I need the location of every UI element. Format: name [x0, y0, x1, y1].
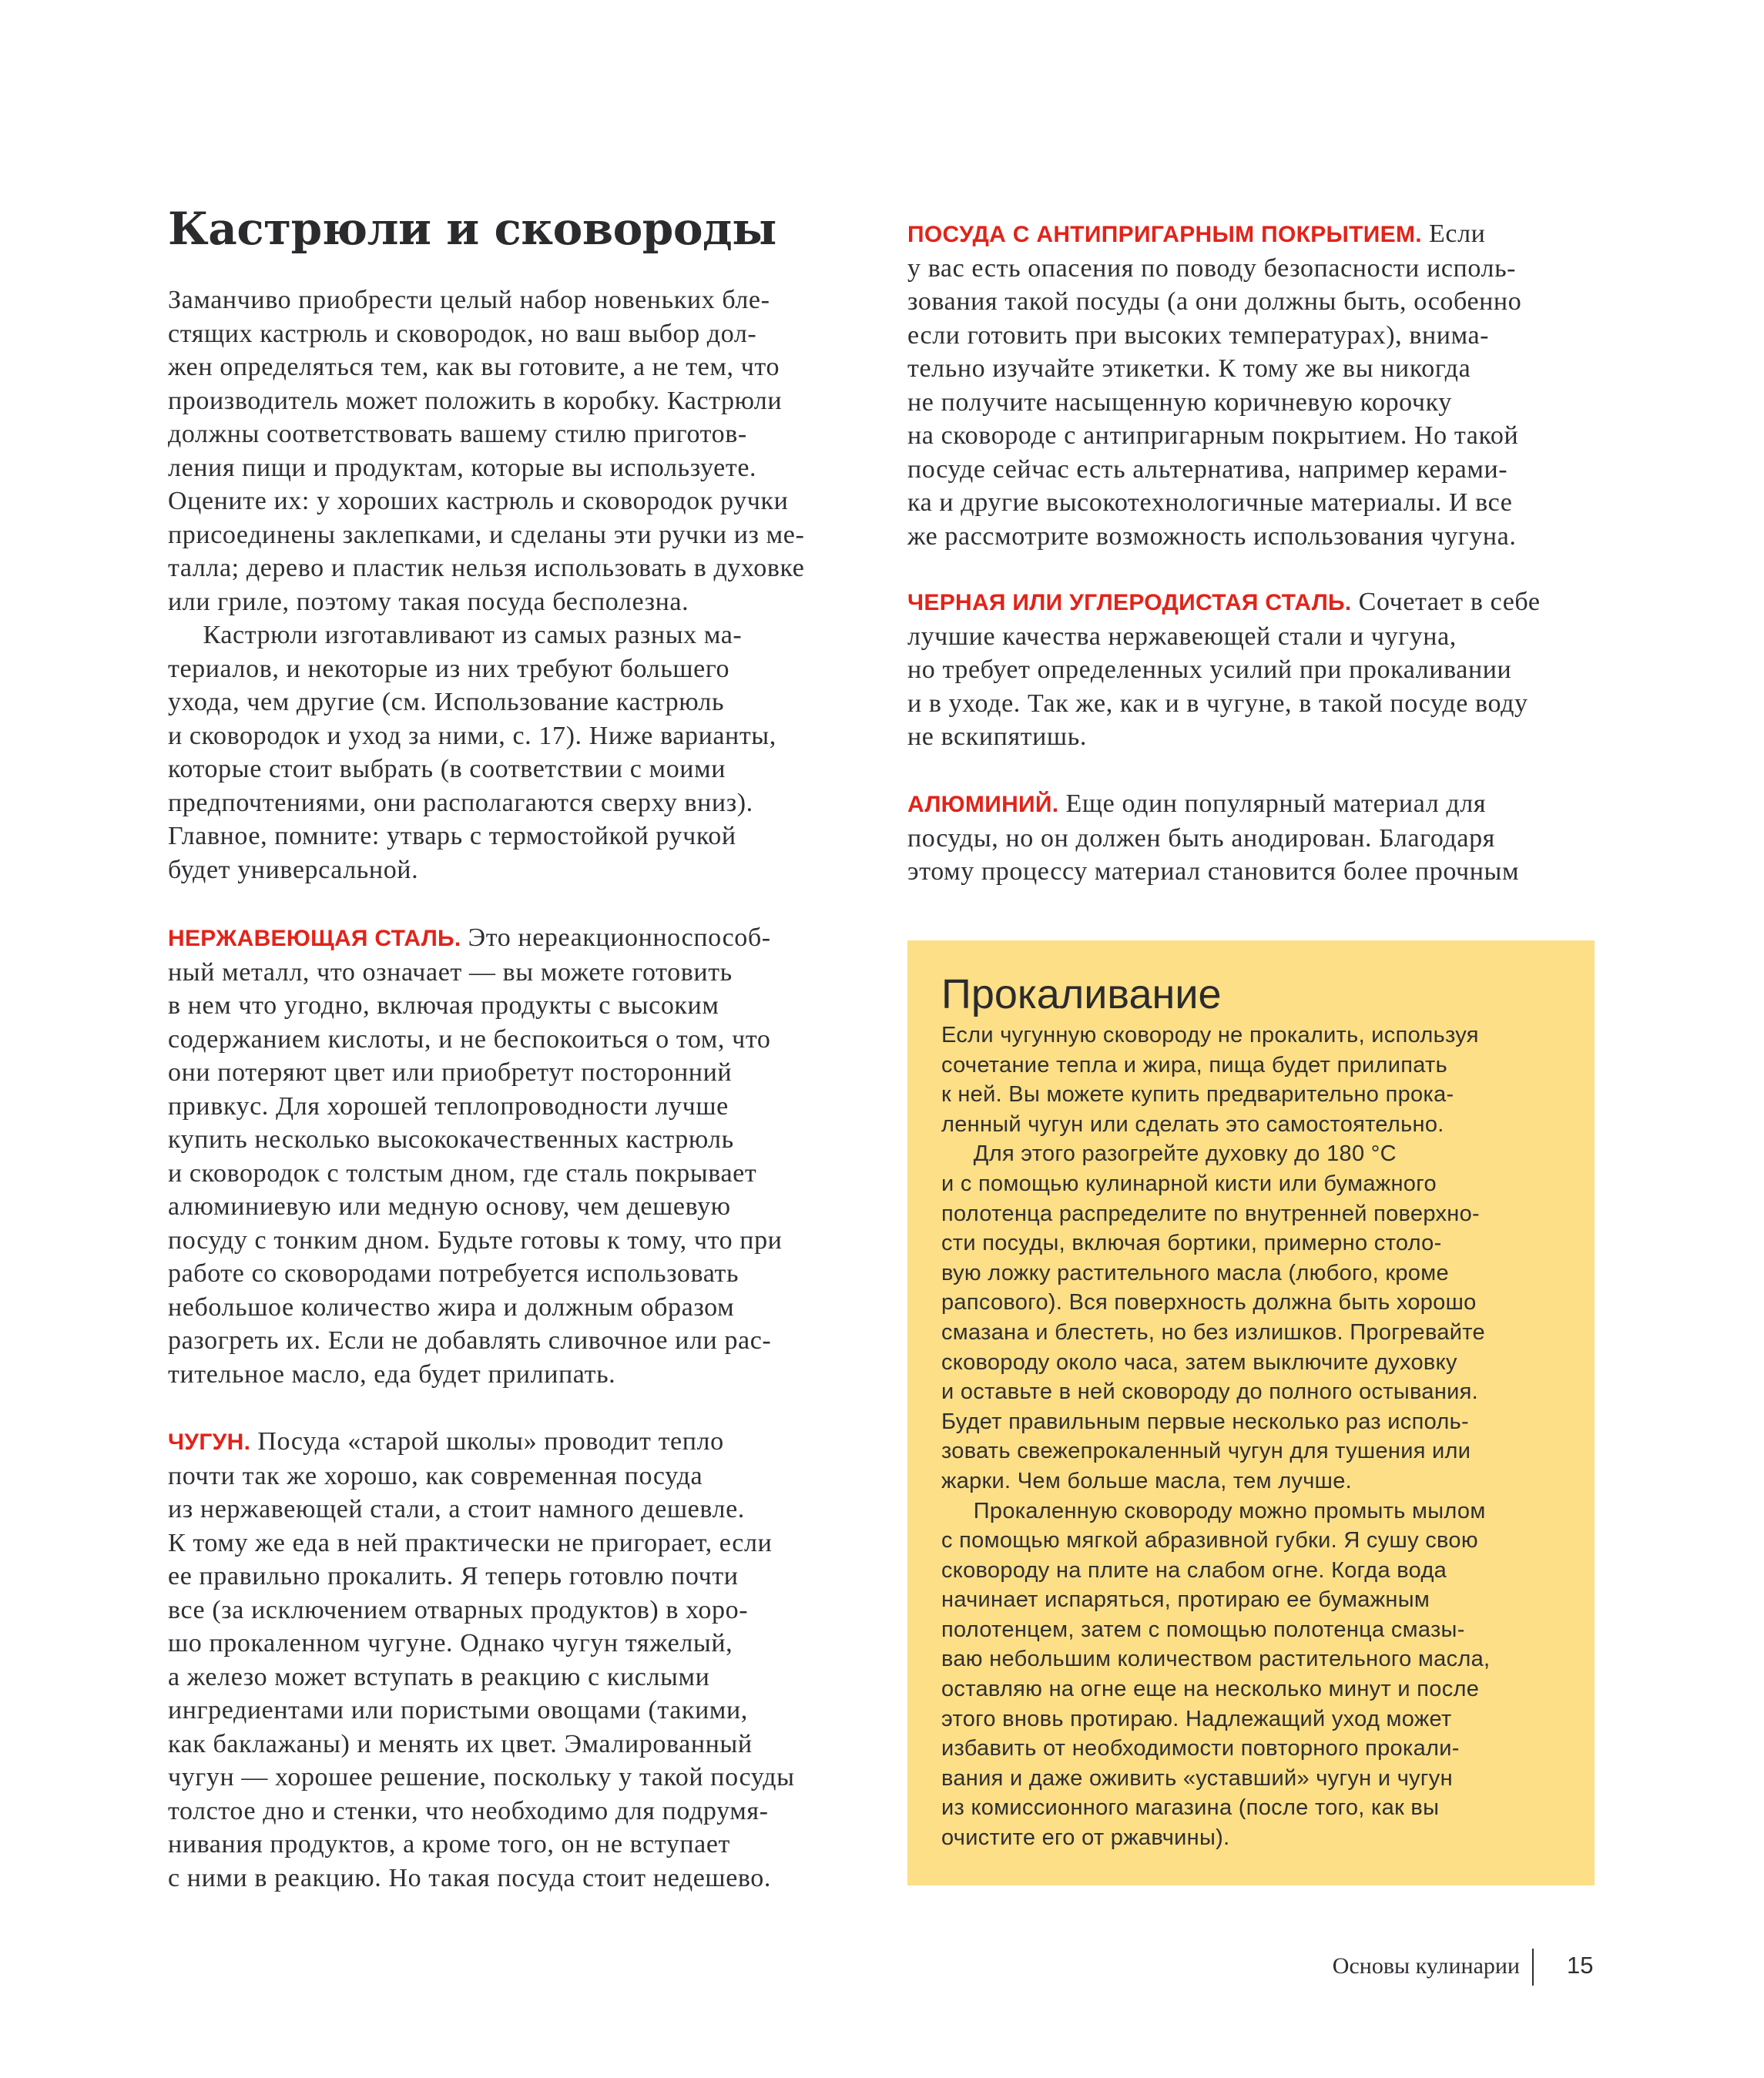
- page-number: 15: [1567, 1952, 1594, 1979]
- footer-section-name: Основы кулинарии: [1332, 1953, 1520, 1979]
- section-text: Посуда «старой школы» проводит тепло почти так же хорошо, как современная посуда из нержавеющей стали, а стоит намного дешевле. К тому же еда в ней практически не пригорает, если ее правильно прокалить. Я теперь готовлю почти все (за исключением отварных продуктов) в хоро- шо прокаленном чугуне. Однако чугун тяжелый, а железо может вступать в реакцию с кислыми ингредиентами или пористыми овощами (такими, как баклажаны) и менять их цвет. Эмалированный чугун — хорошее решение, поскольку у такой посуды толстое дно и стенки, что необходимо для подрумя- нивания продуктов, а кроме того, он не вступает с ними в реакцию. Но такая посуда стоит недешево.: [168, 1427, 795, 1892]
- footer-divider: [1532, 1949, 1534, 1986]
- section-cast-iron: [168, 1425, 795, 1895]
- section-text: Еще один популярный материал для посуды, но он должен быть анодирован. Благодаря этому процессу материал становится более прочным: [907, 789, 1520, 886]
- section-stainless-steel: [168, 921, 782, 1391]
- section-text: Это нереакционноспособ- ный металл, что означает — вы можете готовить в нем что угодно, включая продукты с высоким содержанием кислоты, и не беспокоиться о том, что они потеряют цвет или приобретут посторонний привкус. Для хорошей теплопроводности лучше купить несколько высококачественных кастрюль и сковородок с толстым дном, где сталь покрывает алюминиевую или медную основу, чем дешевую посуду с тонким дном. Будьте готовы к тому, что при работе со сковородами потребуется использовать небольшое количество жира и должным образом разогреть их. Если не добавлять сливочное или рас- тительное масло, еда будет прилипать.: [168, 923, 783, 1389]
- intro-paragraph-1: Заманчиво приобрести целый набор новеньких бле- стящих кастрюль и сковородок, но ваш выбор дол- жен определяться тем, как вы готовите, а не тем, что производитель может положить в коробку. Кастрюли должны соответствовать вашему стилю приготов- ления пищи и продуктам, которые вы используете. Оцените их: у хороших кастрюль и сковородок ручки присоединены заклепками, и сделаны эти ручки из ме- талла; дерево и пластик нельзя использовать в духовке или гриле, поэтому такая посуда бесполезна.: [168, 286, 805, 616]
- section-label: ПОСУДА С АНТИПРИГАРНЫМ ПОКРЫТИЕМ.: [907, 222, 1422, 247]
- section-carbon-steel: [907, 585, 1541, 754]
- section-text: Если у вас есть опасения по поводу безопасности исполь- зования такой посуды (а они должны быть, особенно если готовить при высоких температурах), внима- тельно изучайте этикетки. К тому же вы никогда не получите насыщенную коричневую корочку на сковороде с антипригарным покрытием. Но такой посуде сейчас есть альтернатива, например керами- ка и другие высокотехнологичные материалы. И все же рассмотрите возможность использования чугуна.: [907, 220, 1522, 551]
- sidebar-box-text: Если чугунную сковороду не прокалить, используя сочетание тепла и жира, пища будет прилипать к ней. Вы можете купить предварительно прока- ленный чугун или сделать это самостоятельно. Для этого разогрейте духовку до 180 °C и с помощью кулинарной кисти или бумажного полотенца распределите по внутренней поверхно- сти посуды, включая бортики, примерно столо- вую ложку растительного масла (любого, кроме рапсового). Вся поверхность должна быть хорошо смазана и блестеть, но без излишков. Прогревайте сковороду около часа, затем выключите духовку и оставьте в ней сковороду до полного остывания. Будет правильным первые несколько раз исполь- зовать свежепрокаленный чугун для тушения или жарки. Чем больше масла, тем лучше. Прокаленную сковороду можно промыть мылом с помощью мягкой абразивной губки. Я сушу свою сковороду на плите на слабом огне. Когда вода начинает испаряться, протираю ее бумажным полотенцем, затем с помощью полотенца смазы- ваю небольшим количеством растительного масла, оставляю на огне еще на несколько минут и после этого вновь протираю. Надлежащий уход может избавить от необходимости повторного прокали- вания и даже оживить «уставший» чугун и чугун из комиссионного магазина (после того, как вы очистите его от ржавчины).: [941, 1023, 1491, 1851]
- section-label: АЛЮМИНИЙ.: [907, 792, 1059, 817]
- sidebar-box-title: Прокаливание: [941, 971, 1222, 1017]
- seasoning-sidebar-box: [907, 940, 1595, 1885]
- section-label: НЕРЖАВЕЮЩАЯ СТАЛЬ.: [168, 926, 461, 951]
- section-label: ЧЕРНАЯ ИЛИ УГЛЕРОДИСТАЯ СТАЛЬ.: [907, 590, 1352, 615]
- page-title: Кастрюли и сковороды: [168, 203, 776, 255]
- intro-paragraph-2: Кастрюли изготавливают из самых разных ма- териалов, и некоторые из них требуют большего ухода, чем другие (см. Использование кастрюль и сковородок и уход за ними, с. 17). Ниже варианты, которые стоит выбрать (в соответствии с моими предпочтениями, они располагаются сверху вниз). Главное, помните: утварь с термостойкой ручкой будет универсальной.: [168, 621, 776, 884]
- section-label: ЧУГУН.: [168, 1429, 251, 1455]
- section-text: Сочетает в себе лучшие качества нержавеющей стали и чугуна, но требует определенных усилий при прокаливании и в уходе. Так же, как и в чугуне, в такой посуде воду не вскипятишь.: [907, 588, 1541, 751]
- section-aluminum: [907, 787, 1519, 889]
- section-nonstick: [907, 217, 1521, 553]
